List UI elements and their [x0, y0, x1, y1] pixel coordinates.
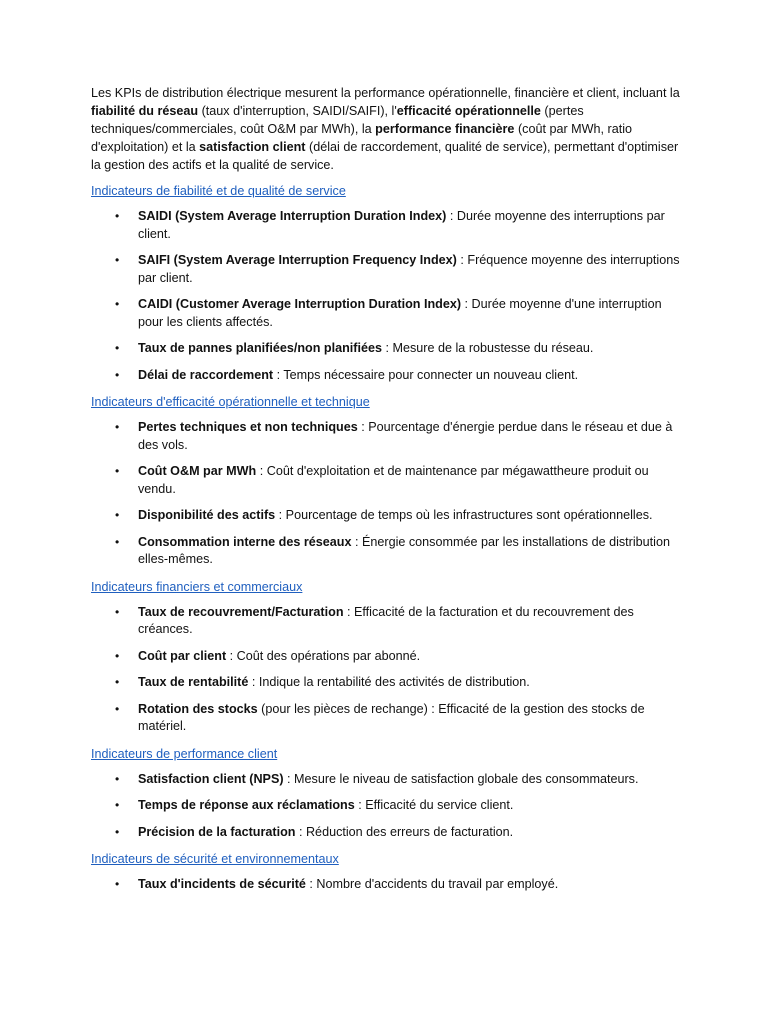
kpi-description: : Pourcentage d'énergie perdue dans le réseau et due à des vols. [138, 420, 673, 452]
intro-paragraph [91, 84, 686, 174]
list-item [115, 701, 686, 736]
kpi-name: Rotation des stocks [138, 701, 258, 716]
kpi-name: Délai de raccordement [138, 367, 274, 382]
bullet-icon: • [115, 701, 120, 716]
section-client [91, 745, 686, 771]
kpi-name: SAIFI (System Average Interruption Frequency Index) [138, 253, 457, 267]
bullet-icon: • [115, 675, 120, 689]
kpi-name: SAIDI (System Average Interruption Duration Index) [138, 209, 447, 223]
kpi-name: Taux de recouvrement/Facturation [138, 604, 344, 619]
section-heading-link[interactable]: Indicateurs de sécurité et environnementaux [91, 852, 339, 866]
bullet-icon: • [115, 771, 120, 786]
kpi-description: : Réduction des erreurs de facturation. [295, 824, 514, 839]
bullet-icon: • [115, 464, 120, 478]
kpi-description: : Efficacité du service client. [354, 798, 514, 812]
kpi-description: : Durée moyenne d'une interruption pour les clients affectés. [138, 297, 662, 329]
bullet-icon: • [115, 420, 120, 434]
list-item [115, 824, 686, 842]
kpi-description: : Durée moyenne des interruptions par client. [138, 209, 665, 241]
section-reliability [91, 182, 686, 208]
list-item [115, 534, 686, 569]
kpi-description: : Temps nécessaire pour connecter un nouveau client. [273, 367, 579, 382]
kpi-list-operational [91, 419, 686, 569]
kpi-description: : Mesure de la robustesse du réseau. [382, 341, 594, 355]
kpi-description: (pour les pièces de rechange) : Efficacité de la gestion des stocks de matériel. [138, 701, 645, 733]
kpi-description: : Efficacité de la facturation et du recouvrement des créances. [138, 604, 634, 636]
kpi-list-reliability [91, 208, 686, 384]
bullet-icon: • [115, 824, 120, 839]
kpi-name: Temps de réponse aux réclamations [138, 798, 355, 812]
kpi-name: Précision de la facturation [138, 824, 296, 839]
list-item [115, 771, 686, 789]
intro-bold-reliability: fiabilité du réseau [91, 104, 199, 118]
bullet-icon: • [115, 209, 120, 223]
list-item [115, 296, 686, 331]
kpi-description: : Fréquence moyenne des interruptions par client. [138, 253, 680, 285]
kpi-name: Coût O&M par MWh [138, 464, 257, 478]
bullet-icon: • [115, 534, 120, 549]
kpi-list-financial [91, 604, 686, 736]
list-item [115, 648, 686, 666]
section-heading-link[interactable]: Indicateurs d'efficacité opérationnelle et technique [91, 395, 370, 409]
intro-bold-efficiency: efficacité opérationnelle [396, 104, 541, 118]
kpi-list-client [91, 771, 686, 842]
list-item [115, 367, 686, 385]
kpi-list-safety [91, 876, 686, 894]
bullet-icon: • [115, 367, 120, 382]
bullet-icon: • [115, 604, 120, 619]
kpi-description: : Coût d'exploitation et de maintenance par mégawattheure produit ou vendu. [138, 464, 649, 496]
intro-text-5: (délai de raccordement, qualité de service), permettant d'optimiser la gestion des actifs et la qualité de service. [91, 140, 679, 172]
kpi-name: Disponibilité des actifs [138, 508, 276, 522]
intro-text-4: (coût par MWh, ratio d'exploitation) et la [91, 122, 633, 154]
list-item [115, 340, 686, 358]
intro-bold-financial: performance financière [375, 122, 515, 136]
kpi-description: : Pourcentage de temps où les infrastructures sont opérationnelles. [275, 508, 653, 522]
kpi-description: : Nombre d'accidents du travail par employé. [305, 877, 559, 891]
list-item [115, 507, 686, 525]
list-item [115, 419, 686, 454]
list-item [115, 876, 686, 894]
kpi-description: : Coût des opérations par abonné. [226, 648, 421, 663]
kpi-name: Taux de rentabilité [138, 675, 249, 689]
list-item [115, 463, 686, 498]
section-operational [91, 393, 686, 419]
intro-text-1: Les KPIs de distribution électrique mesurent la performance opérationnelle, financière et client, incluant la [91, 86, 680, 100]
bullet-icon: • [115, 877, 120, 891]
list-item [115, 797, 686, 815]
list-item [115, 674, 686, 692]
intro-text-3: (pertes techniques/commerciales, coût O&M par MWh), la [91, 104, 584, 136]
kpi-name: Taux d'incidents de sécurité [138, 877, 306, 891]
intro-bold-satisfaction: satisfaction client [199, 140, 306, 154]
bullet-icon: • [115, 297, 120, 311]
kpi-name: Taux de pannes planifiées/non planifiées [138, 341, 383, 355]
kpi-name: Satisfaction client (NPS) [138, 771, 284, 786]
list-item [115, 208, 686, 243]
section-heading-link[interactable]: Indicateurs financiers et commerciaux [91, 579, 303, 594]
kpi-description: : Énergie consommée par les installations de distribution elles-mêmes. [138, 534, 670, 566]
kpi-description: : Mesure le niveau de satisfaction globale des consommateurs. [283, 771, 639, 786]
kpi-name: Pertes techniques et non techniques [138, 420, 358, 434]
section-heading-link[interactable]: Indicateurs de performance client [91, 746, 278, 761]
kpi-name: CAIDI (Customer Average Interruption Duration Index) [138, 297, 462, 311]
bullet-icon: • [115, 508, 120, 522]
list-item [115, 252, 686, 287]
section-heading-link[interactable]: Indicateurs de fiabilité et de qualité de service [91, 184, 346, 198]
section-safety [91, 850, 686, 876]
kpi-name: Consommation interne des réseaux [138, 534, 352, 549]
bullet-icon: • [115, 253, 120, 267]
bullet-icon: • [115, 341, 120, 355]
bullet-icon: • [115, 648, 120, 663]
kpi-name: Coût par client [138, 648, 227, 663]
list-item [115, 604, 686, 639]
kpi-description: : Indique la rentabilité des activités de distribution. [248, 675, 530, 689]
section-financial [91, 578, 686, 604]
intro-text-2: (taux d'interruption, SAIDI/SAIFI), l' [198, 104, 397, 118]
bullet-icon: • [115, 798, 120, 812]
